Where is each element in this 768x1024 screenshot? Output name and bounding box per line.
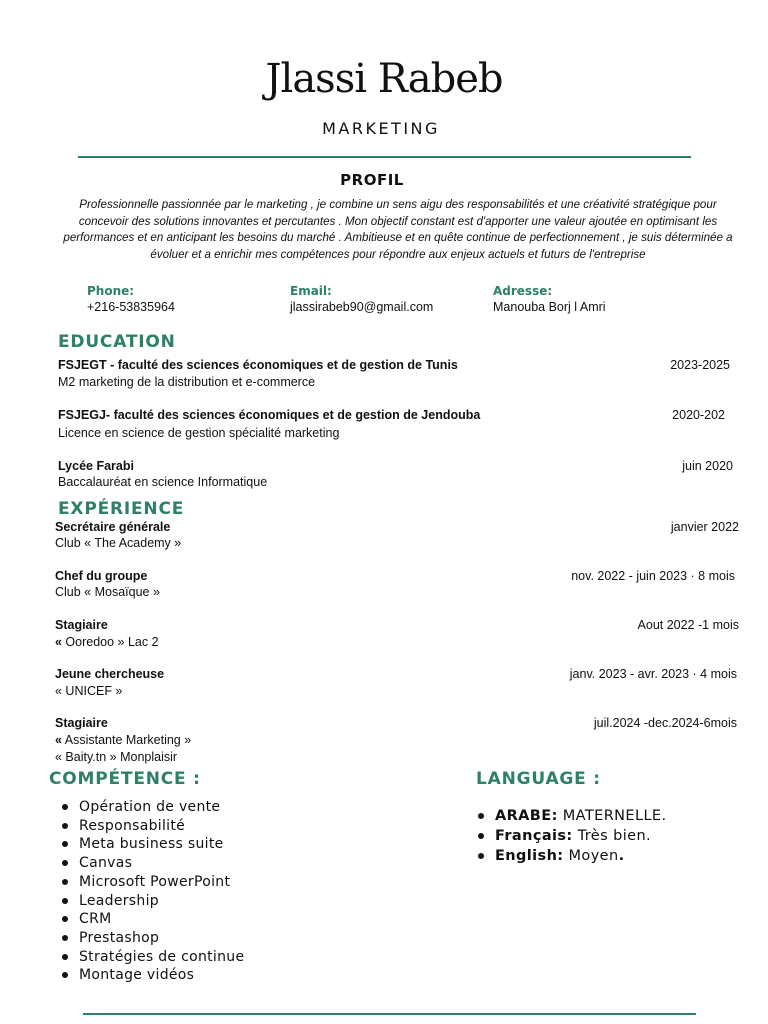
- footer-divider: [83, 1013, 696, 1015]
- languages-list: [478, 806, 667, 866]
- experience-org-location: « Baity.tn » Monplaisir: [55, 750, 178, 764]
- skills-list: [62, 798, 244, 985]
- address-value: Manouba Borj l Amri: [493, 300, 606, 314]
- language-level: Très bien.: [572, 828, 652, 844]
- language-level: MATERNELLE.: [557, 808, 667, 824]
- skills-heading: COMPÉTENCE :: [49, 769, 201, 789]
- header-divider: [78, 156, 691, 158]
- quote-mark: «: [55, 733, 62, 747]
- phone-label: Phone:: [87, 284, 135, 298]
- experience-role: Secrétaire générale: [55, 520, 171, 534]
- language-name: Français:: [495, 828, 573, 844]
- profile-heading: PROFIL: [340, 171, 404, 189]
- education-date: 2020-202: [672, 408, 725, 422]
- language-item: [478, 806, 667, 826]
- education-degree: Licence en science de gestion spécialité marketing: [58, 426, 340, 440]
- skill-item: Prestashop: [62, 929, 244, 948]
- skill-item: Stratégies de continue: [62, 948, 244, 967]
- experience-heading: EXPÉRIENCE: [58, 499, 185, 519]
- address-label: Adresse:: [493, 284, 553, 298]
- experience-role: Stagiaire: [55, 716, 108, 730]
- skill-item: Meta business suite: [62, 835, 244, 854]
- email-value: jlassirabeb90@gmail.com: [290, 300, 434, 314]
- education-school: FSJEGJ- faculté des sciences économiques et de gestion de Jendouba: [58, 408, 481, 422]
- experience-date: janv. 2023 - avr. 2023 · 4 mois: [569, 667, 737, 681]
- language-name: English:: [495, 848, 564, 864]
- experience-role: Jeune chercheuse: [55, 667, 165, 681]
- language-item: [478, 826, 667, 846]
- phone-value: +216-53835964: [87, 300, 175, 314]
- experience-org: Club « The Academy »: [55, 536, 182, 550]
- languages-heading: LANGUAGE :: [476, 769, 601, 789]
- experience-date: Aout 2022 -1 mois: [637, 618, 739, 632]
- language-level: Moyen: [563, 848, 619, 864]
- candidate-name: Jlassi Rabeb: [265, 56, 503, 102]
- experience-role: Stagiaire: [55, 618, 108, 632]
- experience-org: « UNICEF »: [55, 684, 123, 698]
- education-heading: EDUCATION: [58, 332, 176, 352]
- profile-summary: Professionnelle passionnée par le marketing , je combine un sens aigu des responsabilités et une créativité stratégique pour concevoir des solutions innovantes et percutantes . Mon objectif constant est d'apporter une valeur ajoutée en optimisant les performances et en anticipant les besoins du marché . Ambitieuse et en quête continue de perfectionnement , je suis déterminée a évoluer et a enrichir mes compétences pour répondre aux enjeux actuels et futurs de l'entreprise: [63, 198, 733, 261]
- skill-item: Responsabilité: [62, 817, 244, 836]
- experience-role: Chef du groupe: [55, 569, 148, 583]
- experience-org: [55, 635, 159, 649]
- skill-item: Canvas: [62, 854, 244, 873]
- skill-item: Opération de vente: [62, 798, 244, 817]
- experience-date: nov. 2022 - juin 2023 · 8 mois: [571, 569, 735, 583]
- quote-mark: «: [55, 635, 62, 649]
- skill-item: CRM: [62, 910, 244, 929]
- skill-item: Montage vidéos: [62, 966, 244, 985]
- experience-date: janvier 2022: [670, 520, 739, 534]
- education-date: 2023-2025: [670, 358, 730, 372]
- experience-date: juil.2024 -dec.2024-6mois: [593, 716, 737, 730]
- education-degree: M2 marketing de la distribution et e-commerce: [58, 375, 316, 389]
- language-name: ARABE:: [495, 808, 558, 824]
- experience-org: Club « Mosaïque »: [55, 585, 160, 599]
- education-school: Lycée Farabi: [58, 459, 134, 473]
- education-school: FSJEGT - faculté des sciences économiques et de gestion de Tunis: [58, 358, 458, 372]
- language-item: [478, 846, 667, 866]
- email-label: Email:: [290, 284, 332, 298]
- education-degree: Baccalauréat en science Informatique: [58, 475, 268, 489]
- candidate-role: MARKETING: [322, 119, 440, 138]
- skill-item: Microsoft PowerPoint: [62, 873, 244, 892]
- education-date: juin 2020: [682, 459, 733, 473]
- experience-org: [55, 733, 191, 747]
- skill-item: Leadership: [62, 892, 244, 911]
- experience-org-text: Assistante Marketing »: [61, 733, 192, 747]
- language-level-end: .: [618, 848, 625, 864]
- experience-org-text: Ooredoo » Lac 2: [61, 635, 159, 649]
